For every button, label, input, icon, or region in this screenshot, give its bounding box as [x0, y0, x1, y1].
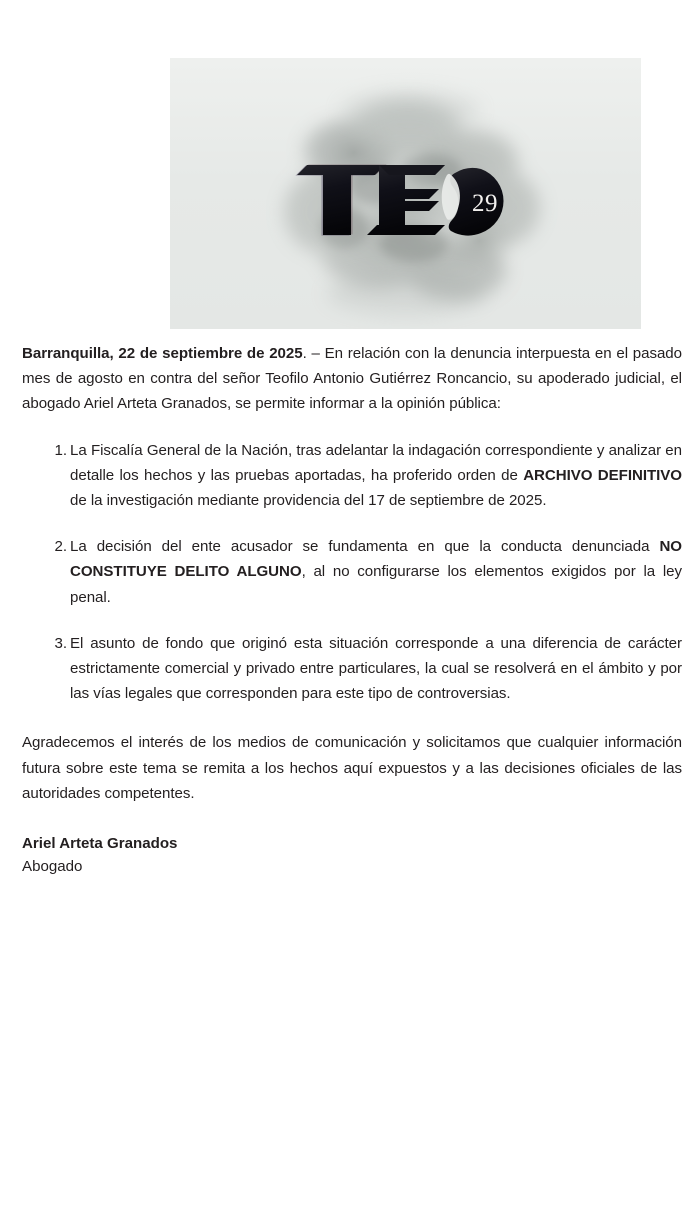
list-item — [22, 438, 682, 514]
list-item — [22, 534, 682, 610]
item-emphasis: NO CONSTITUYE DELITO ALGUNO — [70, 538, 682, 581]
closing-paragraph: Agradecemos el interés de los medios de comunicación y solicitamos que cualquier información futura sobre este tema se remita a los hechos aquí expuestos y a las decisiones oficiales de las autoridades competentes. — [22, 734, 682, 802]
document-body — [22, 341, 682, 878]
item-text-part1: El asunto de fondo que originó esta situación corresponde a una diferencia de carácter estrictamente comercial y privado entre particulares, la cual se resolverá en el ámbito y por las vías legales que corresponden para este tipo de controversias. — [70, 634, 682, 703]
list-marker: 3. — [54, 634, 67, 652]
header-logo-image — [170, 58, 641, 329]
item-emphasis: ARCHIVO DEFINITIVO — [523, 466, 683, 484]
numbered-list — [22, 438, 682, 707]
item-text-part2: , al no configurarse los elementos exigidos por la ley penal. — [70, 563, 682, 606]
item-text-part1: La decisión del ente acusador se fundamenta en que la conducta denunciada — [70, 538, 660, 556]
list-marker: 1. — [54, 441, 67, 459]
signature-block — [22, 832, 682, 878]
list-item — [22, 631, 682, 707]
item-text-part1: La Fiscalía General de la Nación, tras adelantar la indagación correspondiente y analizar en detalle los hechos y las pruebas aportadas, ha proferido orden de — [70, 441, 682, 484]
teo29-logo-icon — [293, 159, 525, 243]
intro-rest: . – En relación con la denuncia interpuesta en el pasado mes de agosto en contra del señor Teofilo Antonio Gutiérrez Roncancio, su apoderado judicial, el abogado Ariel Arteta Granados, se permite informar a la opinión pública: — [22, 345, 682, 413]
list-marker: 2. — [54, 538, 67, 556]
signature-role: Abogado — [22, 858, 83, 876]
item-text-part2: de la investigación mediante providencia del 17 de septiembre de 2025. — [70, 492, 547, 510]
intro-paragraph — [22, 341, 682, 417]
dateline: Barranquilla, 22 de septiembre de 2025 — [22, 345, 303, 362]
logo-lockup — [170, 58, 641, 329]
signature-name: Ariel Arteta Granados — [22, 835, 178, 853]
logo-badge-29: 29 — [471, 189, 498, 217]
